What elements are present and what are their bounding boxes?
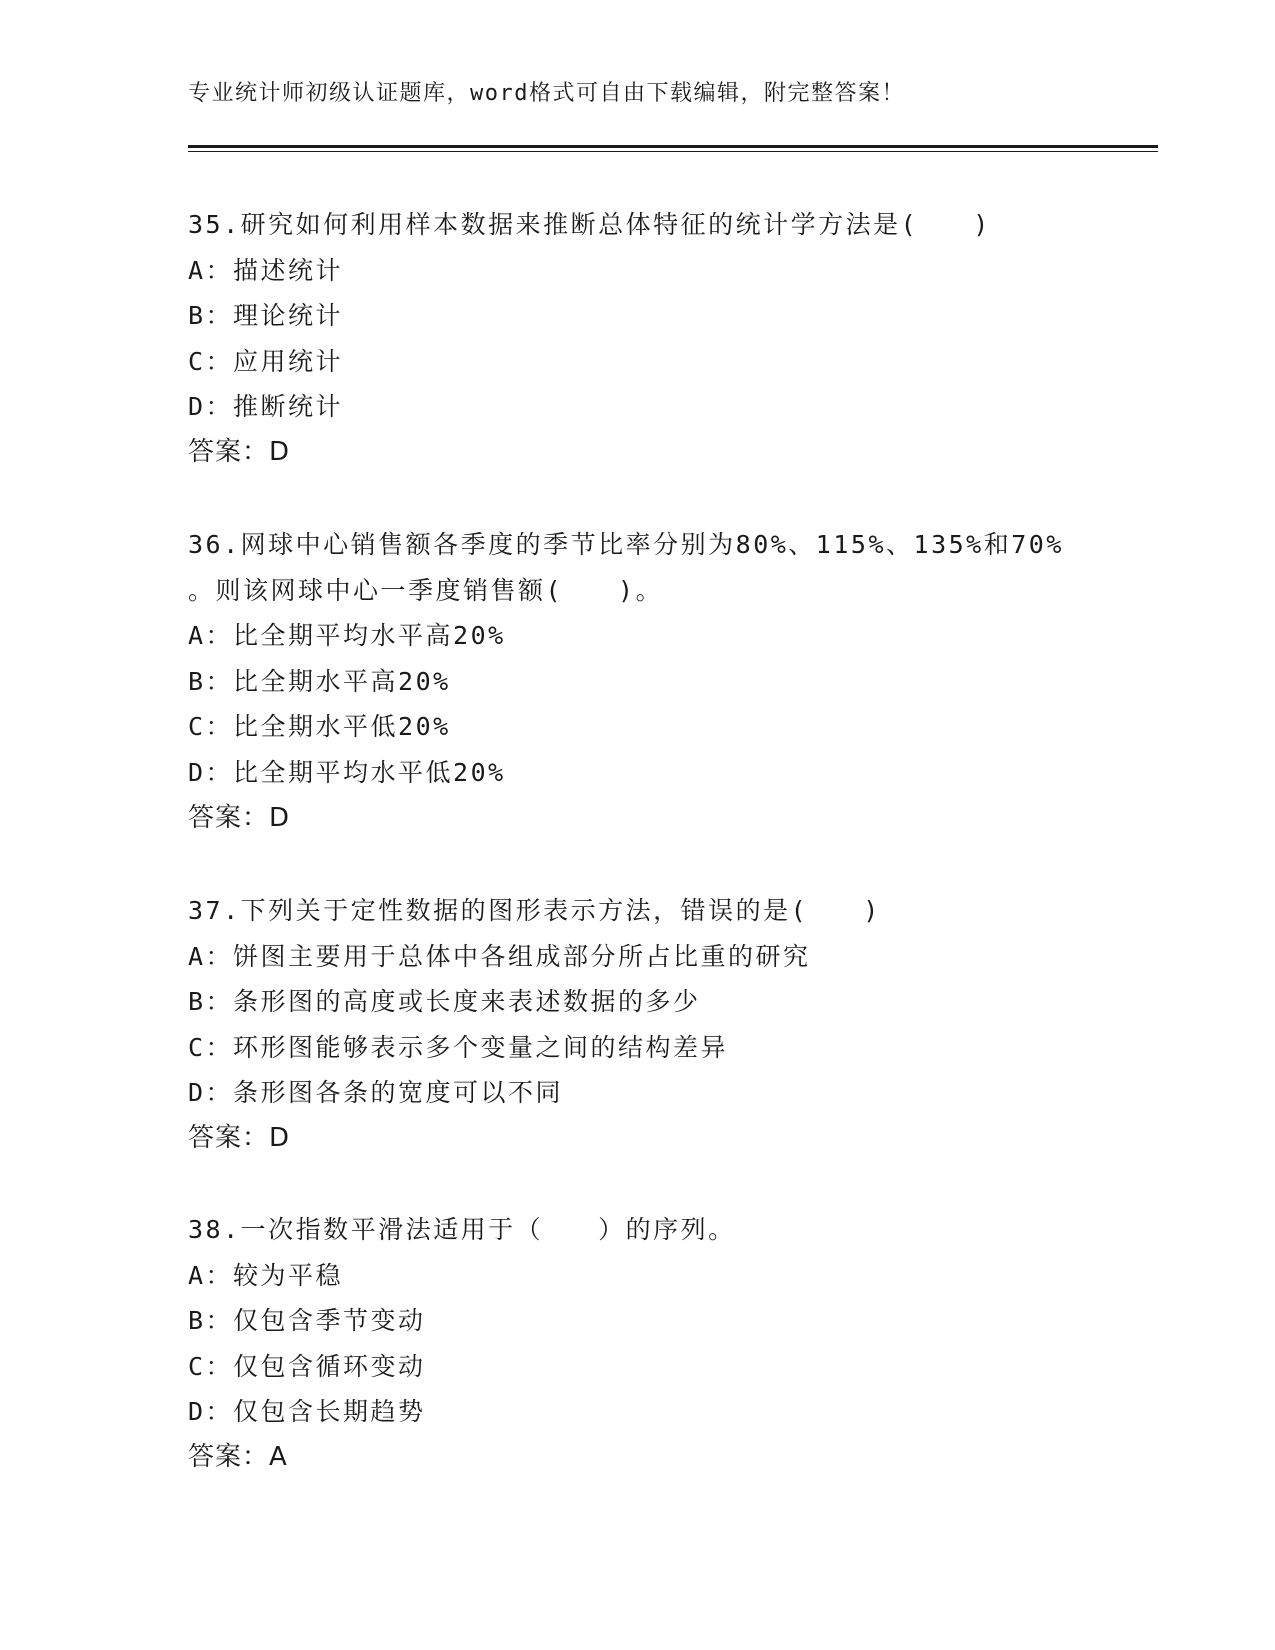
answer-line: 答案：D <box>188 436 291 467</box>
question-stem: 37.下列关于定性数据的图形表示方法，错误的是( ) <box>188 896 881 925</box>
option-d: D：条形图各条的宽度可以不同 <box>188 1078 564 1108</box>
option-a: A：饼图主要用于总体中各组成部分所占比重的研究 <box>188 941 811 971</box>
answer-line: 答案：D <box>188 1122 291 1153</box>
option-a: A：较为平稳 <box>188 1260 344 1290</box>
option-c: C：环形图能够表示多个变量之间的结构差异 <box>188 1032 729 1062</box>
header-divider-thick <box>188 145 1158 148</box>
question-35 <box>188 202 1118 476</box>
answer-line: 答案：A <box>188 1441 288 1472</box>
answer-line: 答案：D <box>188 802 291 833</box>
option-d: D：推断统计 <box>188 392 344 422</box>
option-b: B：比全期水平高20% <box>188 666 451 696</box>
option-b: B：仅包含季节变动 <box>188 1306 426 1336</box>
option-d: D：仅包含长期趋势 <box>188 1397 426 1427</box>
question-stem-continued: 。则该网球中心一季度销售额( )。 <box>188 575 664 605</box>
option-b: B：理论统计 <box>188 301 344 331</box>
option-a: A：比全期平均水平高20% <box>188 621 506 651</box>
option-c: C：比全期水平低20% <box>188 712 451 742</box>
question-stem: 38.一次指数平滑法适用于（ ）的序列。 <box>188 1215 736 1244</box>
question-36 <box>188 522 1118 841</box>
option-d: D：比全期平均水平低20% <box>188 757 506 787</box>
option-c: C：仅包含循环变动 <box>188 1351 426 1381</box>
question-stem: 36.网球中心销售额各季度的季节比率分别为80%、115%、135%和70% <box>188 530 1064 559</box>
option-a: A：描述统计 <box>188 255 344 285</box>
question-37 <box>188 888 1118 1162</box>
option-b: B：条形图的高度或长度来表述数据的多少 <box>188 987 701 1017</box>
header-divider-thin <box>188 151 1158 152</box>
question-stem: 35.研究如何利用样本数据来推断总体特征的统计学方法是( ) <box>188 210 991 239</box>
document-header: 专业统计师初级认证题库，word格式可自由下载编辑，附完整答案！ <box>188 81 905 106</box>
option-c: C：应用统计 <box>188 346 344 376</box>
question-38 <box>188 1207 1118 1481</box>
